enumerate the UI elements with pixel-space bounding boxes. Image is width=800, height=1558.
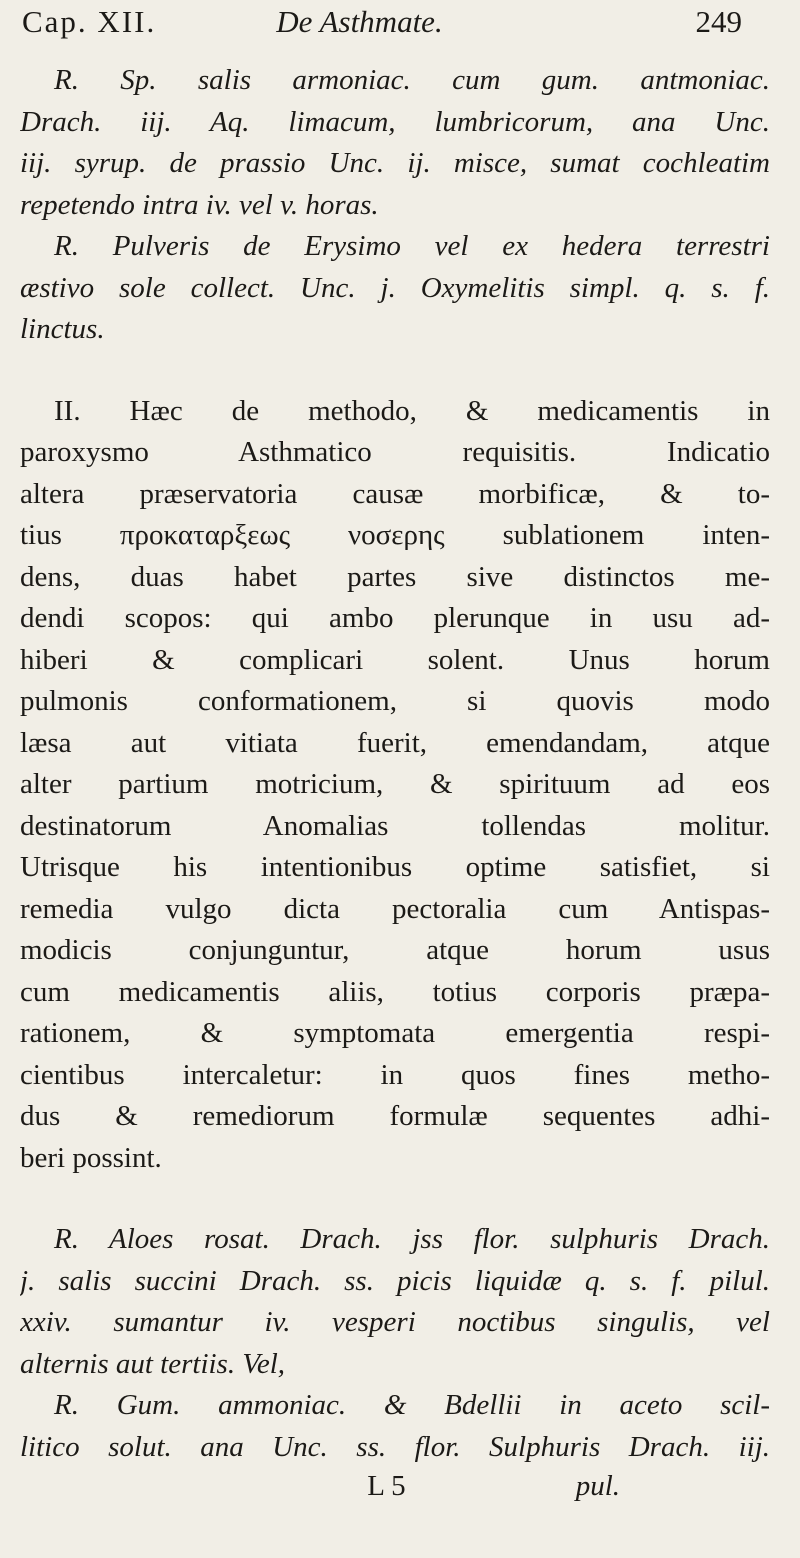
recipe-block-3 (20, 1219, 770, 1385)
spacer (20, 351, 770, 391)
text-line: beri possint. (20, 1141, 162, 1174)
text-line: æstivo sole collect. Unc. j. Oxymelitis simpl. q. s. f. (20, 271, 770, 304)
text-line: j. salis succini Drach. ss. picis liquidæ q. s. f. pilul. (20, 1264, 770, 1297)
text-line: R. Sp. salis armoniac. cum gum. antmoniac. (54, 64, 770, 96)
text-line: pulmonis conformationem, si quovis modo (20, 685, 770, 717)
recipe-block-1 (20, 60, 770, 226)
text-line: hiberi & complicari solent. Unus horum (20, 643, 770, 676)
text-line: modicis conjunguntur, atque horum usus (20, 934, 770, 966)
text-line: rationem, & symptomata emergentia respi- (20, 1017, 770, 1049)
text-line: xxiv. sumantur iv. vesperi noctibus singulis, vel (20, 1306, 770, 1338)
running-header (20, 0, 770, 60)
catchword: pul. (575, 1470, 620, 1502)
signature-mark: L 5 (367, 1470, 406, 1502)
text-line: Drach. iij. Aq. limacum, lumbricorum, ana Unc. (20, 105, 770, 138)
text-line: remedia vulgo dicta pectoralia cum Antispas- (20, 892, 770, 925)
text-line: paroxysmo Asthmatico requisitis. Indicatio (20, 436, 770, 468)
text-line: R. Gum. ammoniac. & Bdellii in aceto scil- (54, 1389, 770, 1421)
text-line: destinatorum Anomalias tollendas molitur. (20, 809, 770, 842)
recipe-block-4 (20, 1385, 770, 1468)
text-line: læsa aut vitiata fuerit, emendandam, atque (20, 726, 770, 759)
text-line: repetendo intra iv. vel v. horas. (20, 188, 379, 221)
text-line: altera præservatoria causæ morbificæ, & to- (20, 477, 770, 510)
text-line: cientibus intercaletur: in quos fines metho- (20, 1058, 770, 1091)
text-line: tius προκαταρξεως νοσερης sublationem inten- (20, 519, 770, 551)
text-line: iij. syrup. de prassio Unc. ij. misce, sumat cochleatim (20, 147, 770, 179)
spacer (20, 1179, 770, 1219)
text-line: II. Hæc de methodo, & medicamentis in (54, 394, 770, 427)
text-line: linctus. (20, 313, 105, 345)
page-footer (20, 1470, 770, 1503)
recipe-block-2 (20, 226, 770, 351)
text-line: dens, duas habet partes sive distinctos me- (20, 560, 770, 593)
text-line: dus & remediorum formulæ sequentes adhi- (20, 1100, 770, 1132)
chapter-label: Cap. XII. (22, 4, 157, 39)
text-line: alternis aut tertiis. Vel, (20, 1347, 286, 1380)
text-line: R. Aloes rosat. Drach. jss flor. sulphuris Drach. (54, 1223, 770, 1255)
text-line: Utrisque his intentionibus optime satisfiet, si (20, 851, 770, 883)
text-line: litico solut. ana Unc. ss. flor. Sulphuris Drach. iij. (20, 1430, 770, 1463)
text-line: alter partium motricium, & spirituum ad eos (20, 768, 770, 800)
running-title: De Asthmate. (276, 4, 443, 39)
page-number: 249 (695, 4, 742, 39)
main-paragraph (20, 391, 770, 1180)
text-line: dendi scopos: qui ambo plerunque in usu ad- (20, 602, 770, 634)
text-line: R. Pulveris de Erysimo vel ex hedera terrestri (54, 230, 770, 262)
text-line: cum medicamentis aliis, totius corporis præpa- (20, 975, 770, 1008)
